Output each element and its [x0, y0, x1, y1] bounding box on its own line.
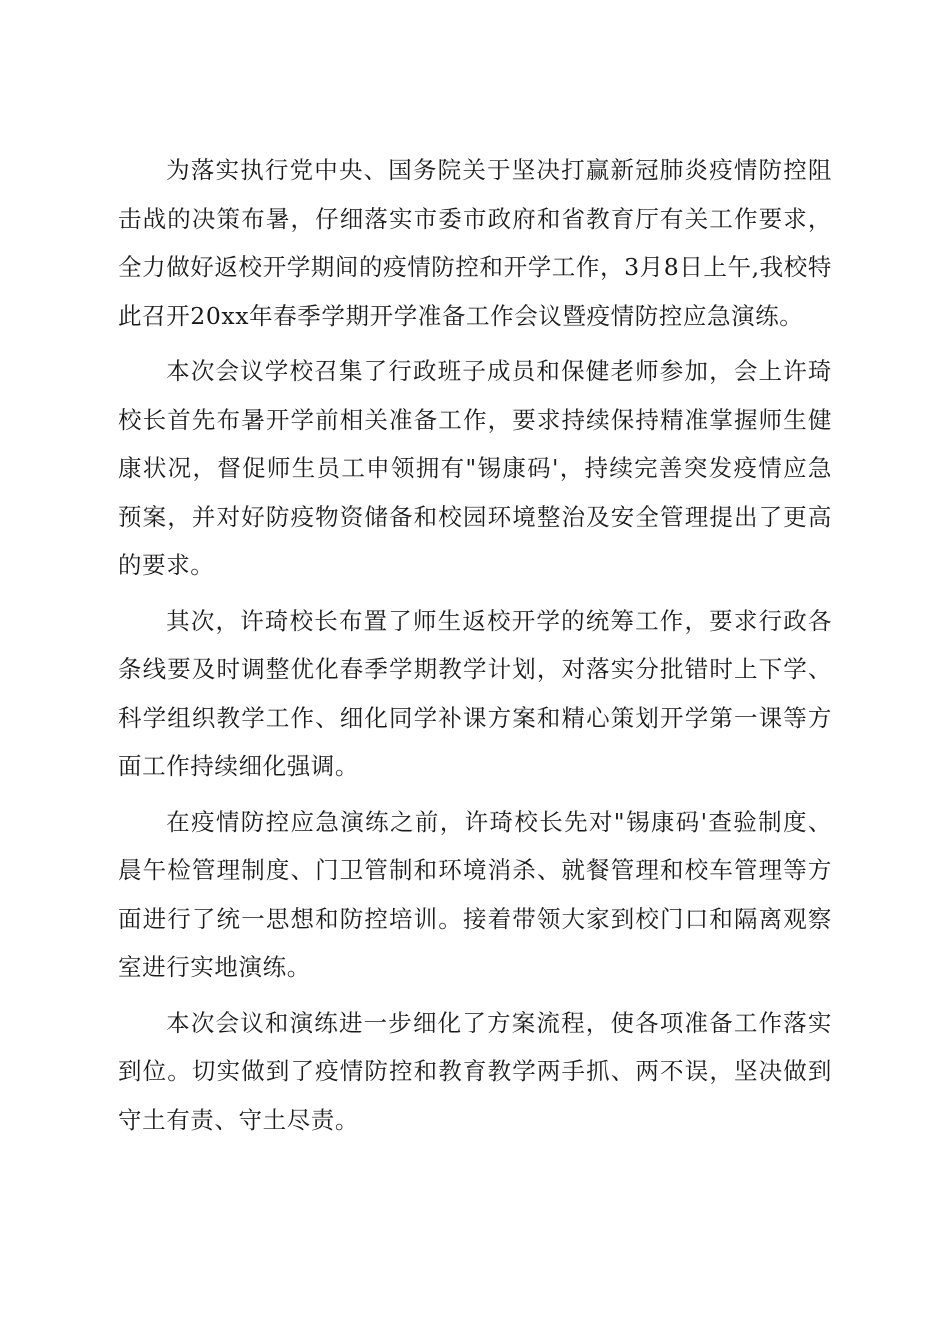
paragraph-5: 本次会议和演练进一步细化了方案流程，使各项准备工作落实到位。切实做到了疫情防控和教育教学两手抓、两不误，坚决做到守土有责、守土尽责。 [118, 1008, 832, 1134]
paragraph-4: 在疫情防控应急演练之前，许琦校长先对"锡康码'查验制度、晨午检管理制度、门卫管制和环境消杀、就餐管理和校车管理等方面进行了统一思想和防控培训。接着带领大家到校门口和隔离观察室进行实地演练。 [118, 807, 832, 981]
paragraph-1: 为落实执行党中央、国务院关于坚决打赢新冠肺炎疫情防控阻击战的决策布暑，仔细落实市委市政府和省教育厅有关工作要求，全力做好返校开学期间的疫情防控和开学工作，3月8日上午,我校特此召开20xx年春季学期开学准备工作会议暨疫情防控应急演练。 [118, 156, 832, 330]
paragraph-2: 本次会议学校召集了行政班子成员和保健老师参加，会上许琦校长首先布暑开学前相关准备工作，要求持续保持精准掌握师生健康状况，督促师生员工申领拥有"锡康码'，持续完善突发疫情应急预案，并对好防疫物资储备和校园环境整治及安全管理提出了更高的要求。 [118, 357, 832, 579]
paragraph-3: 其次，许琦校长布置了师生返校开学的统筹工作，要求行政各条线要及时调整优化春季学期教学计划，对落实分批错时上下学、科学组织教学工作、细化同学补课方案和精心策划开学第一课等方面工作持续细化强调。 [118, 606, 832, 780]
document-body [118, 146, 832, 1151]
